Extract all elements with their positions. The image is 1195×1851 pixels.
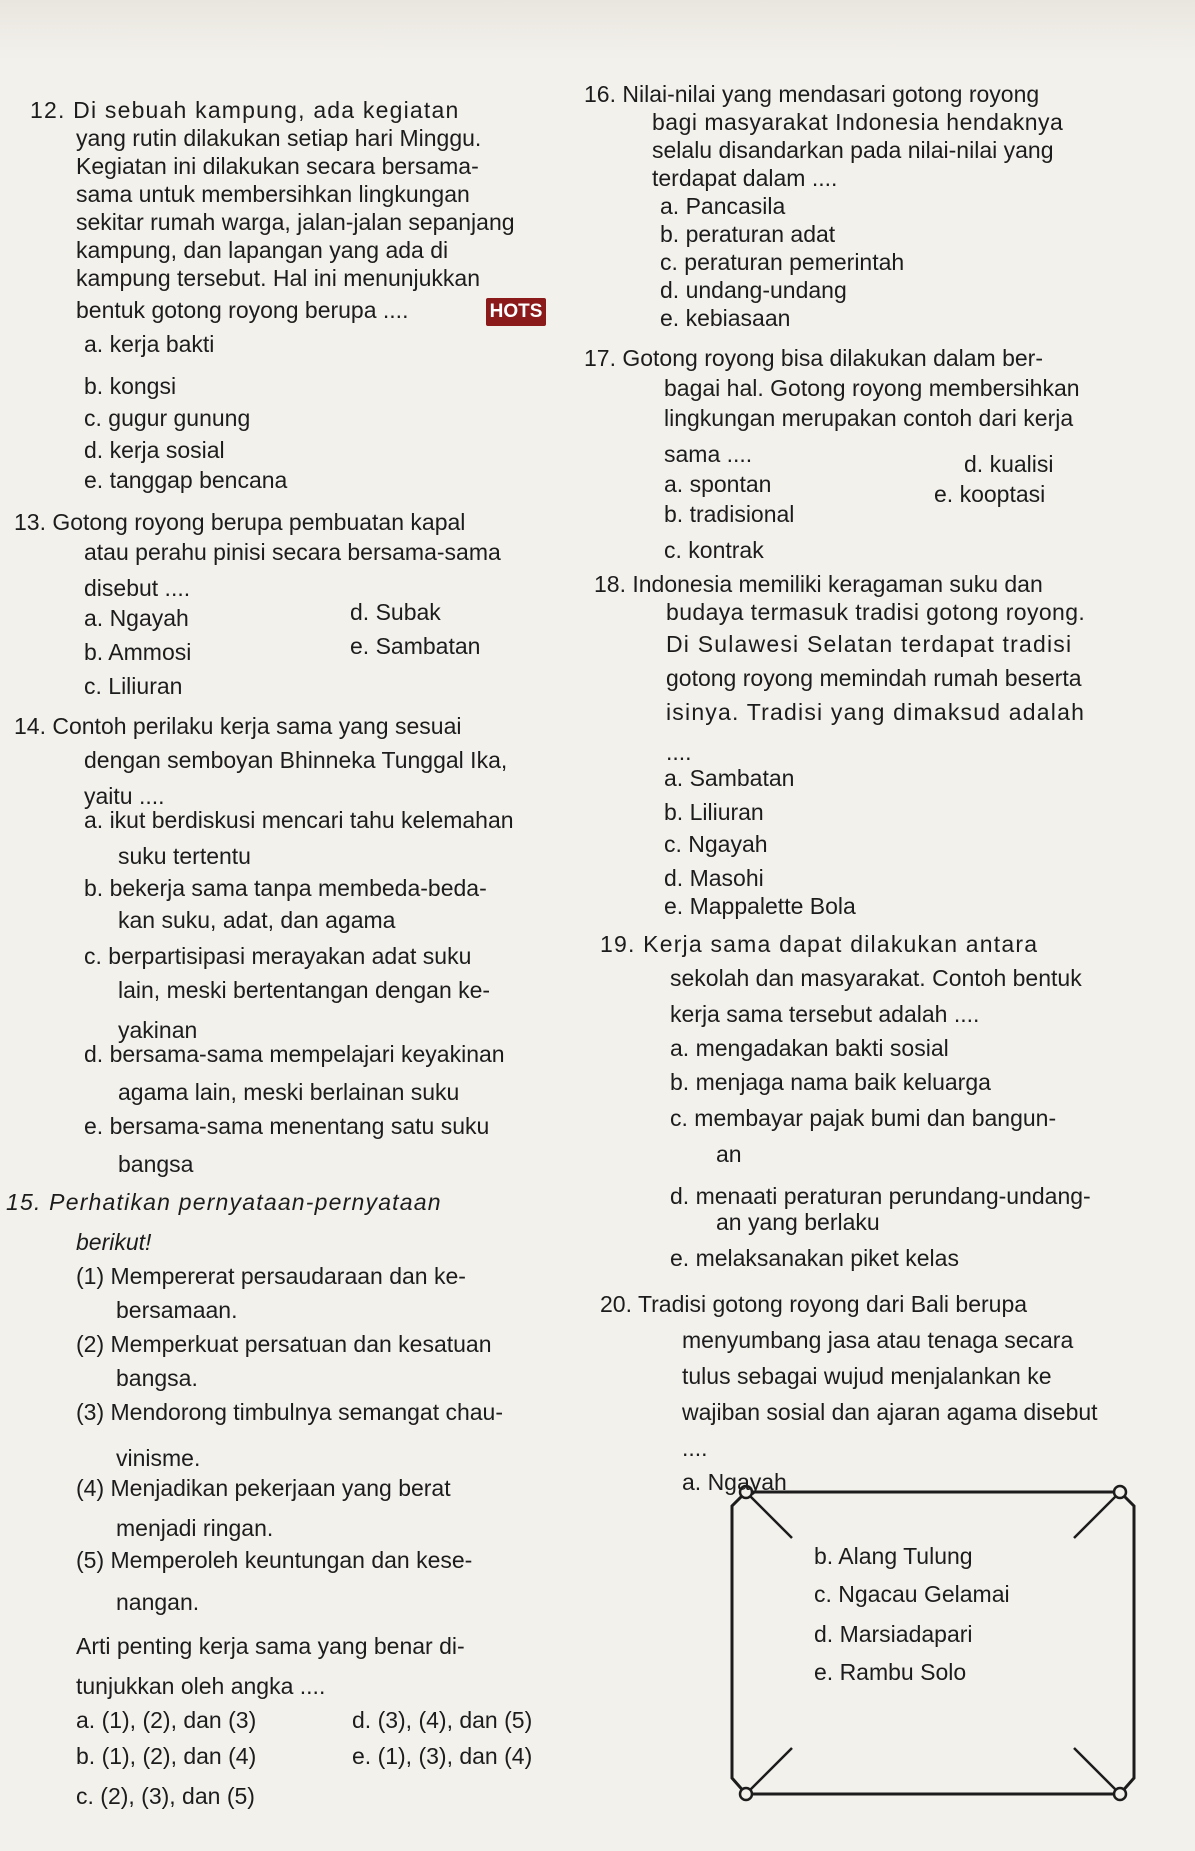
q18-option-c: c. Ngayah [664, 831, 768, 857]
q15-option-a: a. (1), (2), dan (3) [76, 1707, 257, 1733]
q18-line: budaya termasuk tradisi gotong royong. [666, 599, 1086, 625]
q18-line: 18. Indonesia memiliki keragaman suku dan [594, 571, 1043, 597]
q12-line: kampung tersebut. Hal ini menunjukkan [76, 265, 481, 291]
q14-option-e: e. bersama-sama menentang satu suku [84, 1113, 490, 1139]
q16-line: selalu disandarkan pada nilai-nilai yang [652, 137, 1054, 163]
q15-statement-2-cont: bangsa. [116, 1365, 198, 1391]
q20-option-c: d. Marsiadapari [814, 1621, 973, 1647]
q15-line: berikut! [76, 1229, 152, 1255]
q18-line: isinya. Tradisi yang dimaksud adalah [666, 699, 1086, 725]
q14-option-c-cont: yakinan [118, 1017, 198, 1043]
q19-option-d-cont: an yang berlaku [716, 1209, 880, 1235]
q14-option-a: a. ikut berdiskusi mencari tahu kelemahan [84, 807, 514, 833]
q15-option-e: e. (1), (3), dan (4) [352, 1743, 533, 1769]
q17-option-b: b. tradisional [664, 501, 795, 527]
q17-option-e: e. kooptasi [934, 481, 1046, 507]
q18-option-a: a. Sambatan [664, 765, 795, 791]
q12-option-d: d. kerja sosial [84, 437, 225, 463]
q15-question: tunjukkan oleh angka .... [76, 1673, 326, 1699]
frame-corner-icon [740, 1788, 752, 1800]
q20-line: tulus sebagai wujud menjalankan ke [682, 1363, 1052, 1389]
q15-question: Arti penting kerja sama yang benar di- [76, 1633, 465, 1659]
q19-option-c-cont: an [716, 1141, 742, 1167]
q15-statement-4: (4) Menjadikan pekerjaan yang berat [76, 1475, 451, 1501]
q12-line: 12. Di sebuah kampung, ada kegiatan [30, 97, 460, 123]
q16-line: terdapat dalam .... [652, 165, 838, 191]
q15-option-b: b. (1), (2), dan (4) [76, 1743, 257, 1769]
q20-line: 20. Tradisi gotong royong dari Bali berupa [600, 1291, 1028, 1317]
frame-corner-icon [1114, 1486, 1126, 1498]
q16-line: bagi masyarakat Indonesia hendaknya [652, 109, 1064, 135]
q13-line: disebut .... [84, 575, 191, 601]
q13-option-b: b. Ammosi [84, 639, 192, 665]
q19-option-b: b. menjaga nama baik keluarga [670, 1069, 991, 1095]
q14-line: 14. Contoh perilaku kerja sama yang sesuai [14, 713, 462, 739]
q19-line: sekolah dan masyarakat. Contoh bentuk [670, 965, 1082, 991]
q16-option-d: d. undang-undang [660, 277, 847, 303]
q13-line: atau perahu pinisi secara bersama-sama [84, 539, 501, 565]
q14-option-a-cont: suku tertentu [118, 843, 251, 869]
top-edge [0, 0, 1195, 60]
q20-option-d: e. Rambu Solo [814, 1659, 967, 1685]
q14-line: dengan semboyan Bhinneka Tunggal Ika, [84, 747, 508, 773]
q20-line: a. Ngayah [682, 1469, 787, 1495]
q19-option-c: c. membayar pajak bumi dan bangun- [670, 1105, 1057, 1131]
q16-option-c: c. peraturan pemerintah [660, 249, 905, 275]
q20-option-a: b. Alang Tulung [814, 1543, 973, 1569]
q14-option-e-cont: bangsa [118, 1151, 194, 1177]
q13-option-a: a. Ngayah [84, 605, 189, 631]
q20-option-b: c. Ngacau Gelamai [814, 1581, 1010, 1607]
q16-option-a: a. Pancasila [660, 193, 786, 219]
q15-statement-5: (5) Memperoleh keuntungan dan kese- [76, 1547, 473, 1573]
q15-option-d: d. (3), (4), dan (5) [352, 1707, 533, 1733]
q18-option-e: e. Mappalette Bola [664, 893, 856, 919]
q18-option-d: d. Masohi [664, 865, 764, 891]
q20-line: menyumbang jasa atau tenaga secara [682, 1327, 1074, 1353]
q13-option-c: c. Liliuran [84, 673, 183, 699]
q17-option-a: a. spontan [664, 471, 772, 497]
q15-statement-2: (2) Memperkuat persatuan dan kesatuan [76, 1331, 492, 1357]
q15-statement-5-cont: nangan. [116, 1589, 200, 1615]
q14-option-c-cont: lain, meski bertentangan dengan ke- [118, 977, 491, 1003]
q18-option-b: b. Liliuran [664, 799, 764, 825]
q17-line: 17. Gotong royong bisa dilakukan dalam ber- [584, 345, 1044, 371]
q12-line: bentuk gotong royong berupa .... [76, 297, 409, 323]
q15-statement-4-cont: menjadi ringan. [116, 1515, 274, 1541]
q16-line: 16. Nilai-nilai yang mendasari gotong royong [584, 81, 1040, 107]
q19-option-e: e. melaksanakan piket kelas [670, 1245, 959, 1271]
frame-corner-icon [1114, 1788, 1126, 1800]
q13-option-d: d. Subak [350, 599, 441, 625]
q13-option-e: e. Sambatan [350, 633, 481, 659]
q15-option-c: c. (2), (3), dan (5) [76, 1783, 255, 1809]
q17-line: lingkungan merupakan contoh dari kerja [664, 405, 1074, 431]
q14-option-b: b. bekerja sama tanpa membeda-beda- [84, 875, 487, 901]
q15-statement-3: (3) Mendorong timbulnya semangat chau- [76, 1399, 504, 1425]
q14-option-d-cont: agama lain, meski berlainan suku [118, 1079, 460, 1105]
q16-option-e: e. kebiasaan [660, 305, 791, 331]
q17-line: bagai hal. Gotong royong membersihkan [664, 375, 1080, 401]
q14-line: yaitu .... [84, 783, 165, 809]
q14-option-b-cont: kan suku, adat, dan agama [118, 907, 396, 933]
q12-line: yang rutin dilakukan setiap hari Minggu. [76, 125, 482, 151]
q19-option-d: d. menaati peraturan perundang-undang- [670, 1183, 1091, 1209]
q16-option-b: b. peraturan adat [660, 221, 836, 247]
q12-line: Kegiatan ini dilakukan secara bersama- [76, 153, 479, 179]
q17-line: sama .... [664, 441, 753, 467]
q14-option-c: c. berpartisipasi merayakan adat suku [84, 943, 472, 969]
q19-option-a: a. mengadakan bakti sosial [670, 1035, 949, 1061]
q12-line: sama untuk membersihkan lingkungan [76, 181, 470, 207]
q12-line: kampung, dan lapangan yang ada di [76, 237, 449, 263]
hots-badge: HOTS [486, 298, 546, 326]
q15-statement-3-cont: vinisme. [116, 1445, 201, 1471]
q12-option-b: b. kongsi [84, 373, 177, 399]
q18-line: gotong royong memindah rumah beserta [666, 665, 1082, 691]
q19-line: kerja sama tersebut adalah .... [670, 1001, 980, 1027]
q15-statement-1: (1) Mempererat persaudaraan dan ke- [76, 1263, 466, 1289]
q12-option-c: c. gugur gunung [84, 405, 251, 431]
q15-line: 15. Perhatikan pernyataan-pernyataan [6, 1189, 442, 1215]
q18-line: .... [666, 739, 692, 765]
q20-line: .... [682, 1435, 708, 1461]
q18-line: Di Sulawesi Selatan terdapat tradisi [666, 631, 1073, 657]
q12-option-a: a. kerja bakti [84, 331, 215, 357]
q13-line: 13. Gotong royong berupa pembuatan kapal [14, 509, 466, 535]
q19-line: 19. Kerja sama dapat dilakukan antara [600, 931, 1039, 957]
q15-statement-1-cont: bersamaan. [116, 1297, 238, 1323]
q17-option-c: c. kontrak [664, 537, 764, 563]
q17-option-d: d. kualisi [964, 451, 1054, 477]
q12-option-e: e. tanggap bencana [84, 467, 288, 493]
q20-line: wajiban sosial dan ajaran agama disebut [682, 1399, 1098, 1425]
q14-option-d: d. bersama-sama mempelajari keyakinan [84, 1041, 505, 1067]
q12-line: sekitar rumah warga, jalan-jalan sepanjang [76, 209, 515, 235]
